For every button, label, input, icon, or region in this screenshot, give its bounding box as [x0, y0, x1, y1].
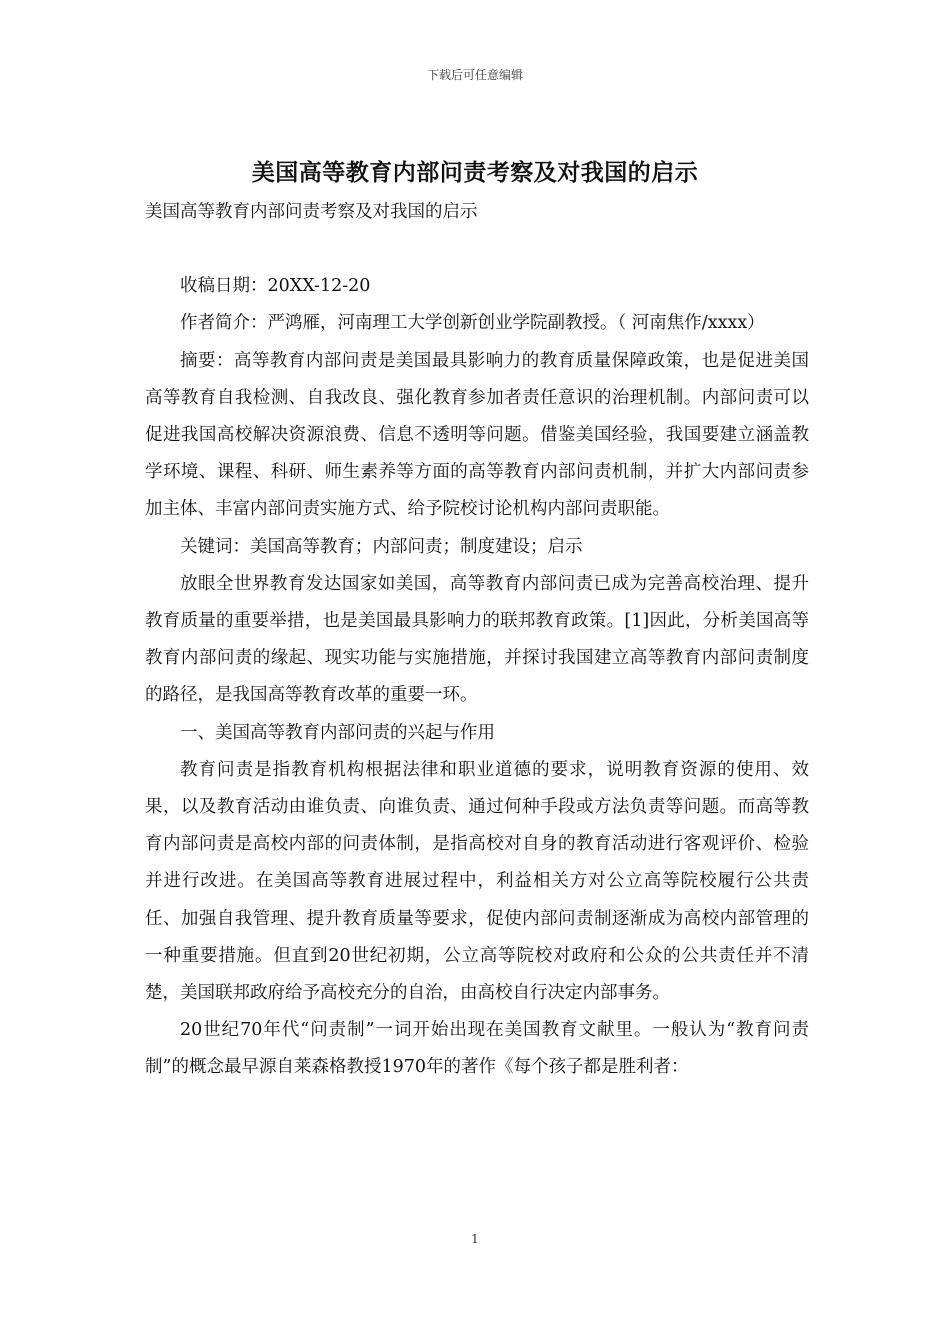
- document-body: [145, 194, 809, 1087]
- page-number: 1: [471, 1232, 479, 1246]
- abstract-paragraph: 摘要：高等教育内部问责是美国最具影响力的教育质量保障政策，也是促进美国高等教育自我检测、自我改良、强化教育参加者责任意识的治理机制。内部问责可以促进我国高校解决资源浪费、信息不透明等问题。借鉴美国经验，我国要建立涵盖教学环境、课程、科研、师生素养等方面的高等教育内部问责机制，并扩大内部问责参加主体、丰富内部问责实施方式、给予院校讨论机构内部问责职能。: [145, 350, 809, 520]
- document-title: 美国高等教育内部问责考察及对我国的启示: [251, 159, 699, 186]
- author-intro: 作者简介：严鸿雁，河南理工大学创新创业学院副教授。（ 河南焦作/xxxx）: [180, 313, 765, 334]
- section-heading: 一、美国高等教育内部问责的兴起与作用: [180, 722, 495, 743]
- body-paragraph: 教育问责是指教育机构根据法律和职业道德的要求，说明教育资源的使用、效果，以及教育活动由谁负责、向谁负责、通过何种手段或方法负责等问题。而高等教育内部问责是高校内部的问责体制，是指高校对自身的教育活动进行客观评价、检验并进行改进。在美国高等教育进展过程中，利益相关方对公立高等院校履行公共责任、加强自我管理、提升教育质量等要求，促使内部问责制逐渐成为高校内部管理的一种重要措施。但直到20世纪初期，公立高等院校对政府和公众的公共责任并不清楚，美国联邦政府给予高校充分的自治，由高校自行决定内部事务。: [145, 759, 809, 1004]
- received-date: 收稿日期：20XX-12-20: [180, 276, 371, 297]
- body-paragraph: 20世纪70年代“问责制”一词开始出现在美国教育文献里。一般认为“教育问责制”的概念最早源自莱森格教授1970年的著作《每个孩子都是胜利者：: [145, 1020, 809, 1078]
- keywords-line: 关键词：美国高等教育；内部问责；制度建设；启示: [180, 536, 583, 557]
- intro-paragraph: 放眼全世界教育发达国家如美国，高等教育内部问责已成为完善高校治理、提升教育质量的重要举措，也是美国最具影响力的联邦教育政策。[1]因此，分析美国高等教育内部问责的缘起、现实功能与实施措施，并探讨我国建立高等教育内部问责制度的路径，是我国高等教育改革的重要一环。: [145, 573, 809, 706]
- document-subtitle: 美国高等教育内部问责考察及对我国的启示: [145, 202, 478, 222]
- header-note: 下载后可任意编辑: [426, 68, 523, 82]
